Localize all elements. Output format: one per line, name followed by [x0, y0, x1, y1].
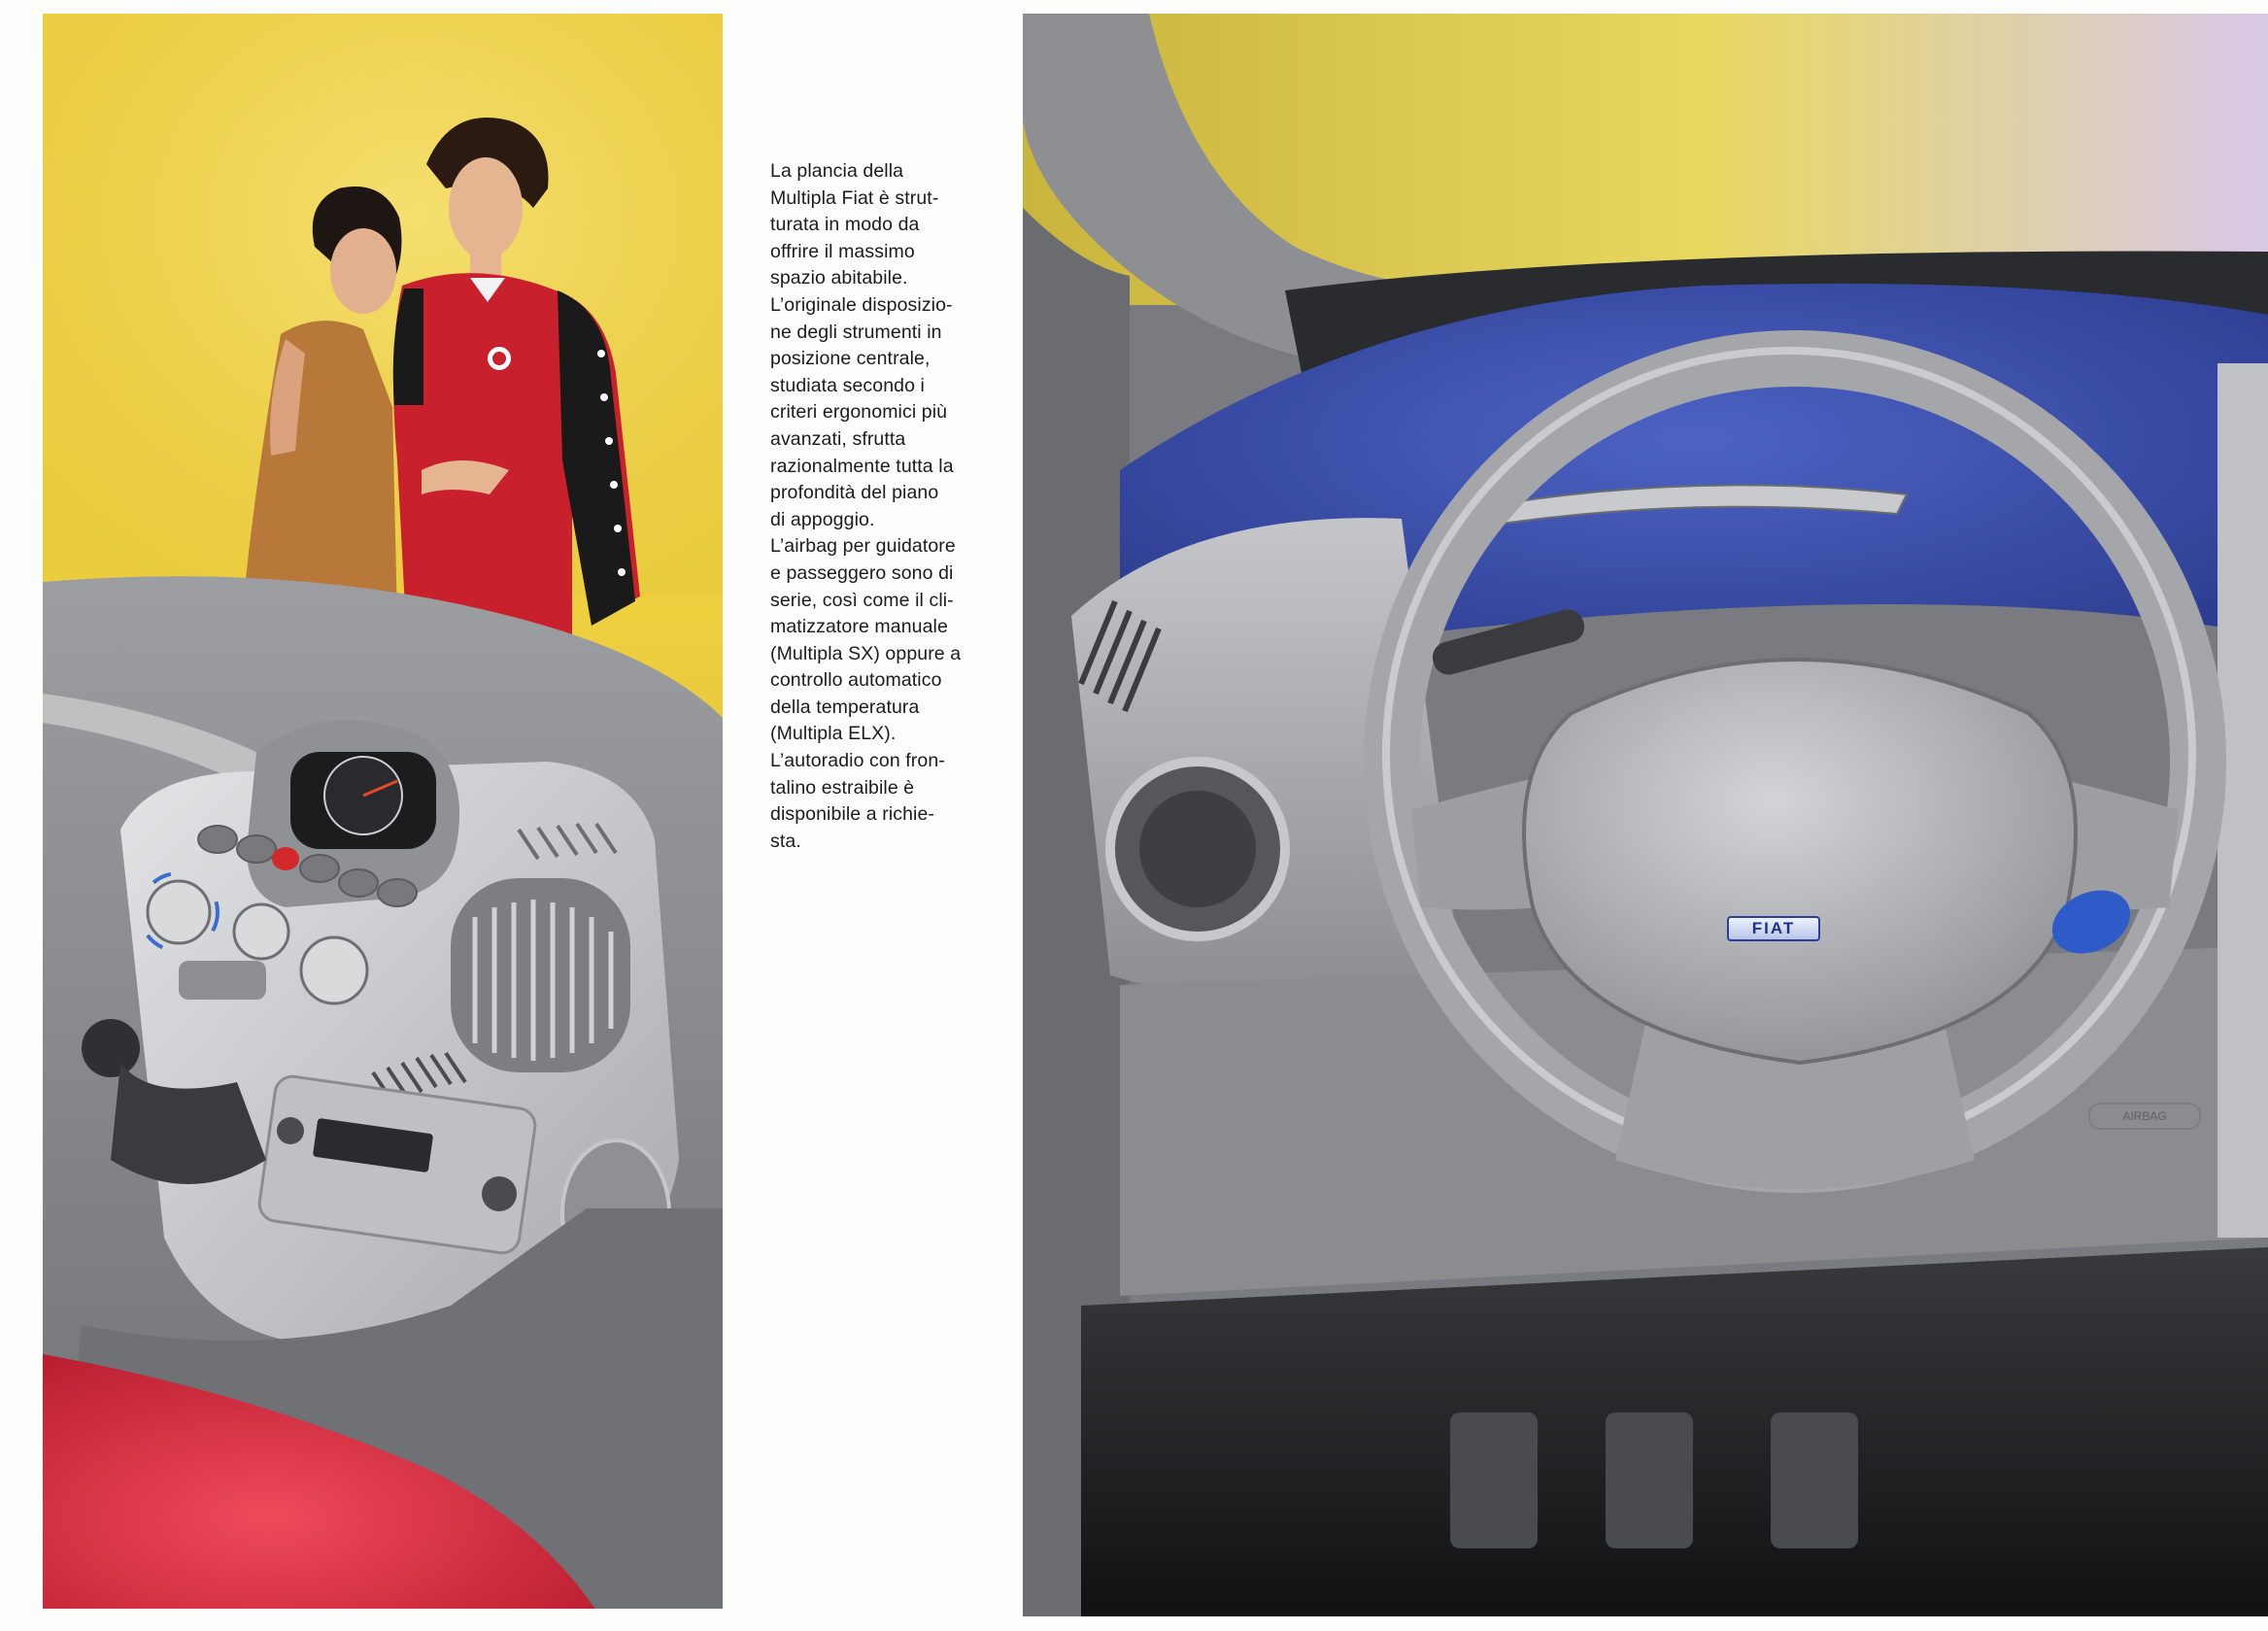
text-line: criteri ergonomici più — [770, 401, 948, 424]
text-line: offrire il massimo — [770, 240, 915, 262]
text-line: posizione centrale, — [770, 348, 931, 370]
text-line: matizzatore manuale — [770, 616, 948, 638]
text-line: razionalmente tutta la — [770, 455, 954, 477]
text-line: L’autoradio con fron- — [770, 750, 945, 772]
text-line: spazio abitabile. — [770, 267, 908, 289]
text-line: L’airbag per guidatore — [770, 535, 956, 558]
text-line: L’originale disposizio- — [770, 293, 953, 316]
fiat-logo: FIAT — [1727, 916, 1820, 941]
text-line: talino estraibile è — [770, 776, 915, 799]
text-line: (Multipla ELX). — [770, 723, 897, 745]
text-line: studiata secondo i — [770, 374, 925, 396]
text-line: La plancia della — [770, 160, 904, 182]
text-line: Multipla Fiat è strut- — [770, 187, 939, 209]
body-text — [770, 158, 1003, 855]
text-line: turata in modo da — [770, 214, 920, 236]
text-line: profondità del piano — [770, 482, 939, 504]
text-line: disponibile a richie- — [770, 803, 935, 826]
text-line: controllo automatico — [770, 669, 942, 692]
text-line: e passeggero sono di — [770, 561, 954, 584]
airbag-tag: AIRBAG — [2088, 1103, 2201, 1130]
text-line: di appoggio. — [770, 508, 875, 530]
dashboard-console-photo — [43, 14, 723, 1609]
text-line: serie, così come il cli- — [770, 589, 954, 611]
text-line: (Multipla SX) oppure a — [770, 642, 962, 664]
steering-wheel-photo — [1023, 14, 2268, 1616]
text-line: della temperatura — [770, 696, 920, 718]
text-line: ne degli strumenti in — [770, 321, 942, 343]
text-line: sta. — [770, 830, 801, 852]
text-line: avanzati, sfrutta — [770, 427, 906, 450]
